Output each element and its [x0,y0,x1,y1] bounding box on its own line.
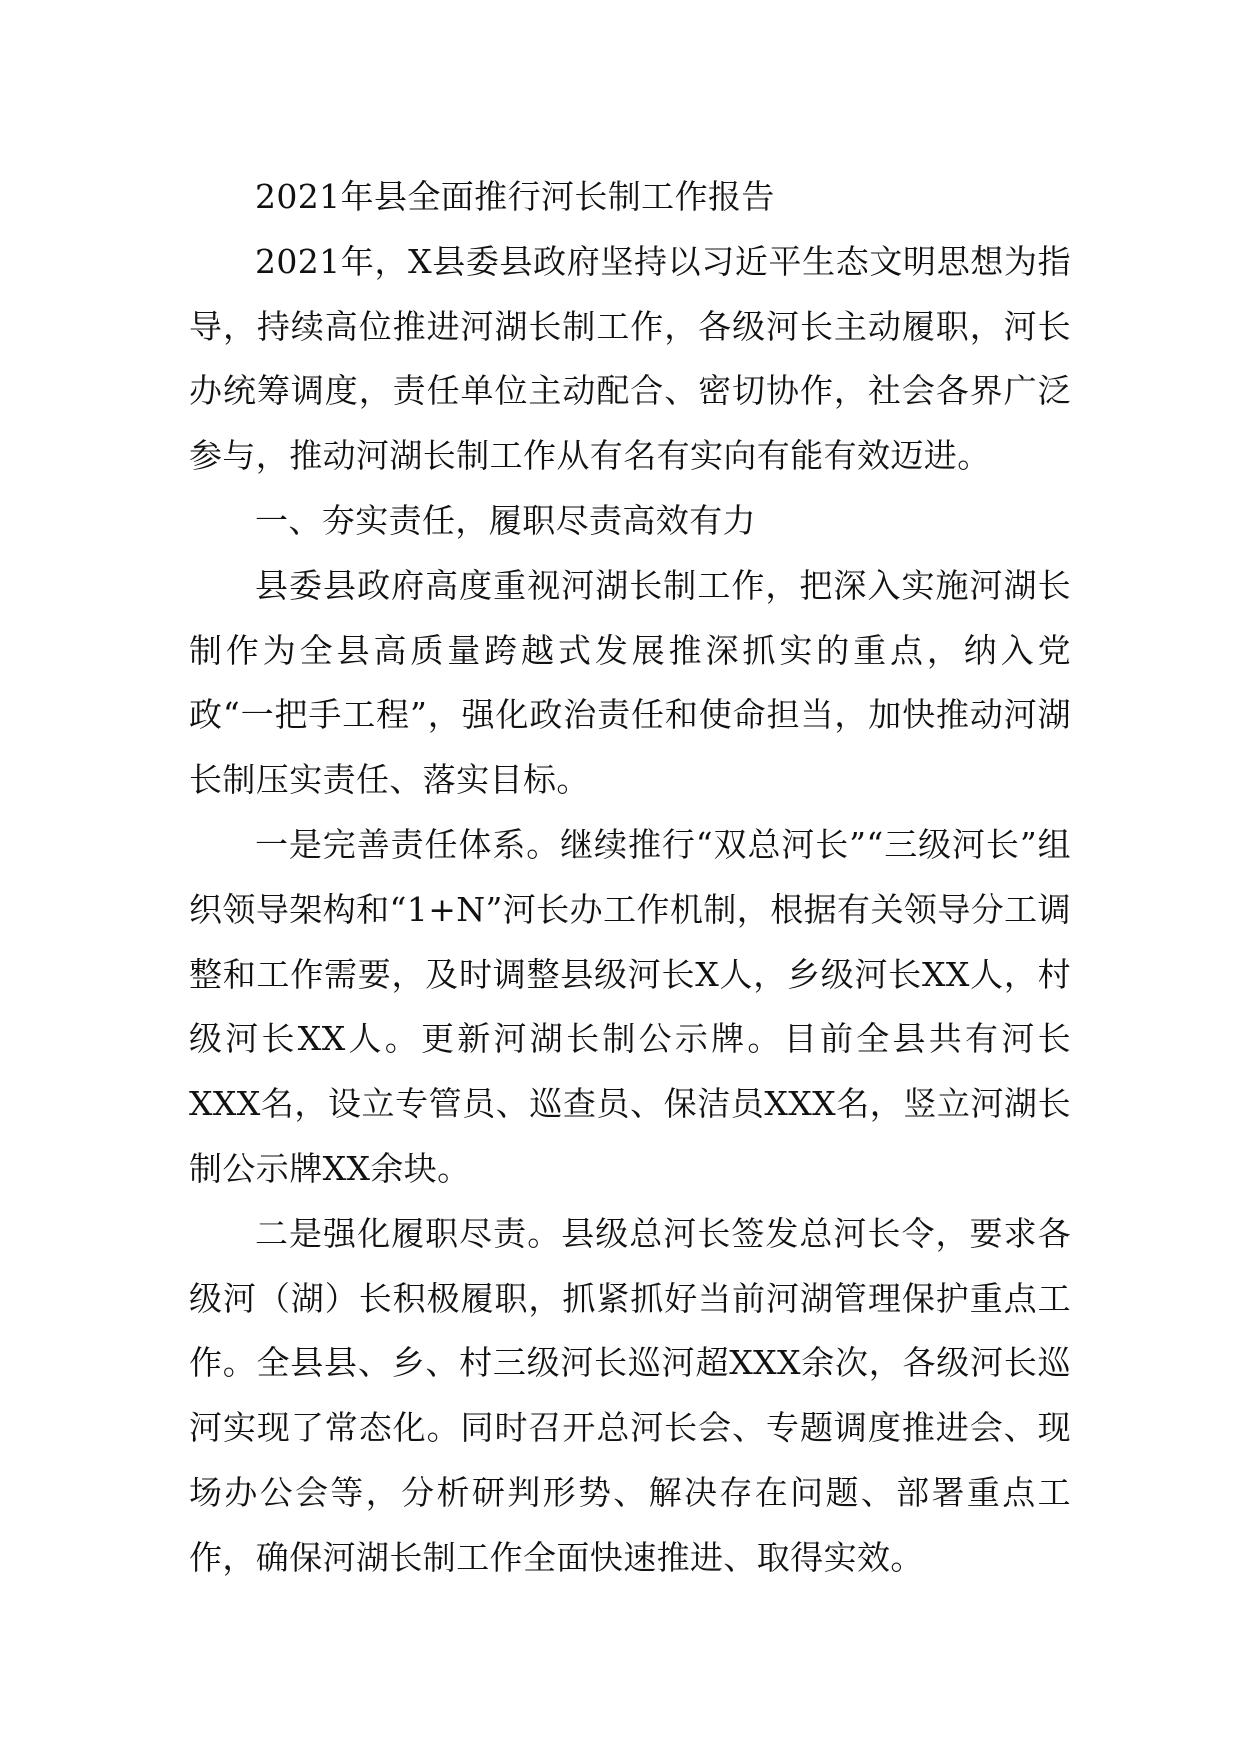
paragraph-responsibility-system: 一是完善责任体系。继续推行“双总河长”“三级河长”组织领导架构和“1+N”河长办工作机制，根据有关领导分工调整和工作需要，及时调整县级河长X人，乡级河长XX人，村级河长XX人。更新河湖长制公示牌。目前全县共有河长XXX名，设立专管员、巡查员、保洁员XXX名，竖立河湖长制公示牌XX余块。 [189,824,1071,1188]
document-body [189,165,1071,1591]
paragraph-section-1-intro: 县委县政府高度重视河湖长制工作，把深入实施河湖长制作为全县高质量跨越式发展推深抓实的重点，纳入党政“一把手工程”，强化政治责任和使命担当，加快推动河湖长制压实责任、落实目标。 [189,565,1071,800]
paragraph-intro: 2021年，X县委县政府坚持以习近平生态文明思想为指导，持续高位推进河湖长制工作，各级河长主动履职，河长办统筹调度，责任单位主动配合、密切协作，社会各界广泛参与，推动河湖长制工作从有名有实向有能有效迈进。 [189,241,1071,476]
section-heading-1: 一、夯实责任，履职尽责高效有力 [255,500,756,540]
document-title: 2021年县全面推行河长制工作报告 [255,177,775,216]
paragraph-duty-performance: 二是强化履职尽责。县级总河长签发总河长令，要求各级河（湖）长积极履职，抓紧抓好当前河湖管理保护重点工作。全县县、乡、村三级河长巡河超XXX余次，各级河长巡河实现了常态化。同时召开总河长会、专题调度推进会、现场办公会等，分析研判形势、解决存在问题、部署重点工作，确保河湖长制工作全面快速推进、取得实效。 [189,1213,1071,1577]
